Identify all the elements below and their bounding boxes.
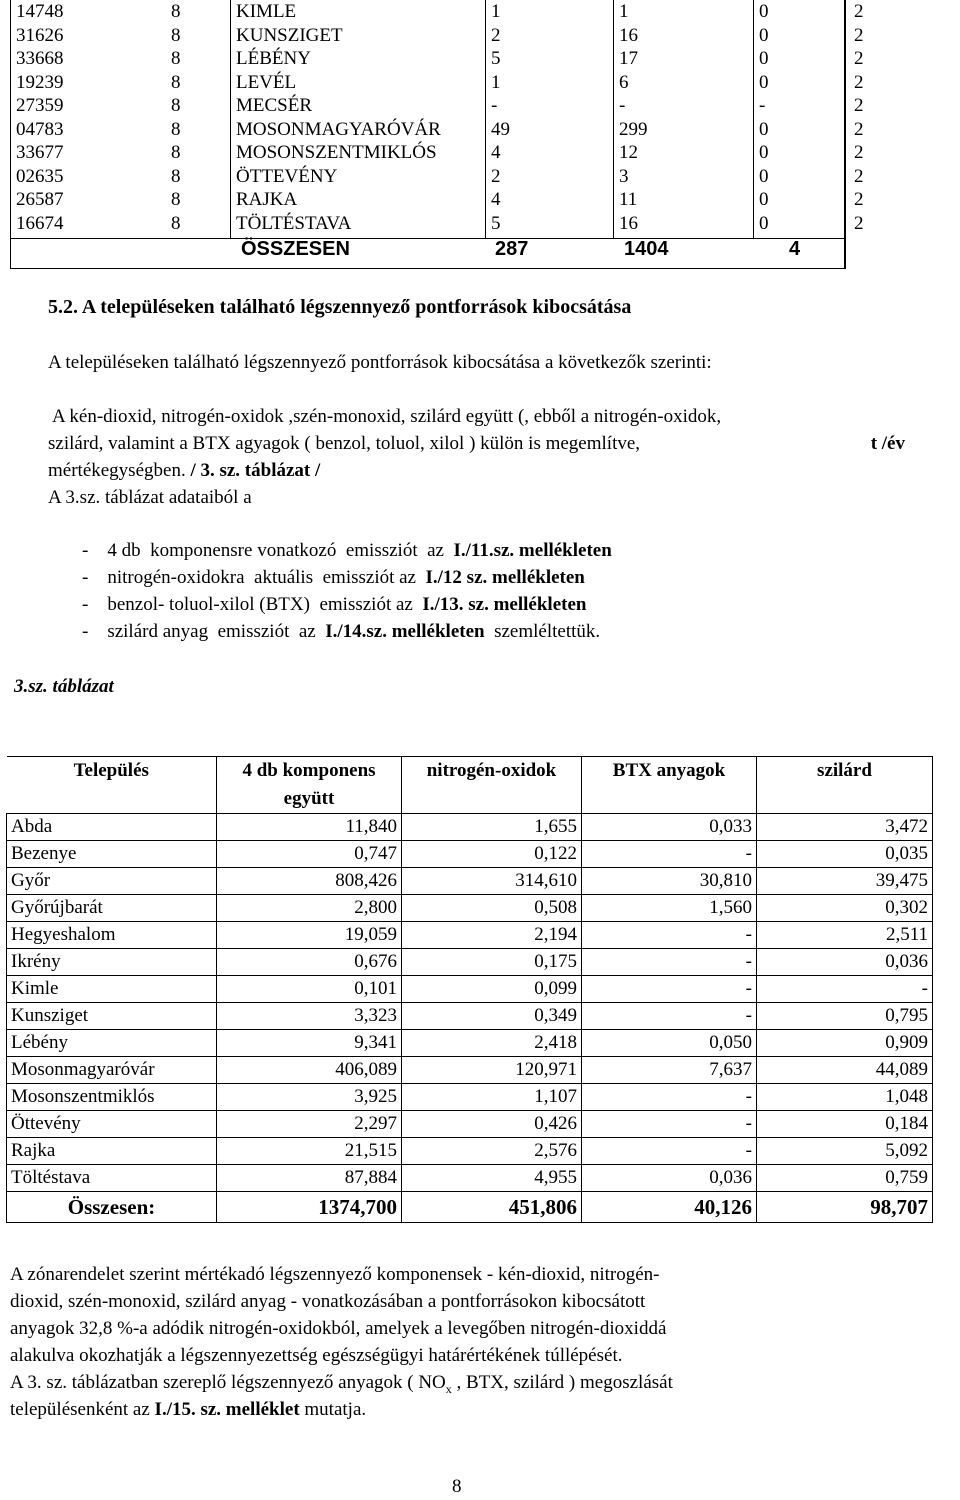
cell-value-d: 2 (854, 165, 864, 187)
cell-value-b: 6 (619, 71, 629, 93)
value-cell: 0,035 (757, 841, 933, 868)
unit-bold: t /év (870, 433, 905, 454)
settlement-cell: Abda (7, 814, 217, 841)
total-row (7, 1192, 933, 1223)
value-cell: 0,676 (217, 949, 402, 976)
cell-value-d: 2 (854, 71, 864, 93)
table-row (7, 976, 933, 1003)
value-cell: 0,036 (582, 1165, 757, 1192)
cell-value-a: 4 (491, 142, 501, 163)
cell-code: 33668 (16, 48, 64, 69)
paragraph-line-4: A 3.sz. táblázat adataiból a (48, 487, 252, 508)
settlement-cell: Rajka (7, 1138, 217, 1165)
value-cell: 1,107 (402, 1084, 582, 1111)
cell-value-d: 2 (854, 142, 864, 163)
total-label: Összesen: (7, 1192, 217, 1223)
cell-value-d: 2 (854, 24, 864, 46)
value-cell: - (582, 976, 757, 1003)
top-table-row (11, 212, 864, 237)
table-row (7, 1138, 933, 1165)
column-header: nitrogén-oxidok (402, 757, 582, 814)
closing-line-5: A 3. sz. táblázatban szereplő légszennyező anyagok ( $NO_x$ , BTX, szilárd ) megoszlását (10, 1372, 673, 1396)
value-cell: 808,426 (217, 868, 402, 895)
total-value: 40,126 (582, 1192, 757, 1223)
table-row (7, 895, 933, 922)
value-cell: 21,515 (217, 1138, 402, 1165)
value-cell: 1,655 (402, 814, 582, 841)
cell-value-c: - (759, 95, 766, 116)
cell-code: 31626 (16, 24, 64, 46)
table-row (7, 949, 933, 976)
value-cell: 2,194 (402, 922, 582, 949)
cell-settlement: KIMLE (236, 1, 297, 22)
closing-line-4: alakulva okozhatják a légszennyezettség egészségügyi határértékének túllépését. (10, 1345, 623, 1366)
cell-value-c: 0 (759, 1, 769, 22)
value-cell: 120,971 (402, 1057, 582, 1084)
top-table-row (11, 142, 864, 166)
settlement-cell: Bezenye (7, 841, 217, 868)
cell-code: 02635 (16, 165, 64, 187)
value-cell: 30,810 (582, 868, 757, 895)
closing-line-2: dioxid, szén-monoxid, szilárd anyag - vonatkozásában a pontforrásokon kibocsátott (10, 1291, 646, 1312)
value-cell: 2,800 (217, 895, 402, 922)
table-row (7, 1111, 933, 1138)
settlement-cell: Győr (7, 868, 217, 895)
cell-value-b: - (619, 95, 626, 116)
cell-value-d: 2 (854, 189, 864, 210)
cell-value-a: 2 (491, 24, 501, 46)
cell-value-b: 16 (619, 24, 638, 46)
cell-value-b: 12 (619, 142, 638, 163)
attachment-list-item: - 4 db komponensre vonatkozó emissziót az I./11.sz. mellékleten (82, 540, 612, 561)
value-cell: 0,426 (402, 1111, 582, 1138)
value-cell: 0,175 (402, 949, 582, 976)
value-cell: 0,349 (402, 1003, 582, 1030)
settlement-summary-table (10, 0, 864, 269)
value-cell: 4,955 (402, 1165, 582, 1192)
top-total-a: 287 (495, 238, 529, 260)
value-cell: 0,759 (757, 1165, 933, 1192)
cell-value-b: 16 (619, 212, 638, 234)
value-cell: 19,059 (217, 922, 402, 949)
top-table-row (11, 48, 864, 72)
value-cell: 7,637 (582, 1057, 757, 1084)
cell-district: 8 (171, 1, 181, 22)
value-cell: 3,925 (217, 1084, 402, 1111)
value-cell: 0,036 (757, 949, 933, 976)
value-cell: 1,048 (757, 1084, 933, 1111)
cell-value-b: 1 (619, 1, 629, 22)
top-table-row (11, 24, 864, 49)
value-cell: 0,302 (757, 895, 933, 922)
value-cell: - (582, 841, 757, 868)
total-value: 451,806 (402, 1192, 582, 1223)
cell-code: 26587 (16, 189, 64, 210)
settlement-cell: Lébény (7, 1030, 217, 1057)
cell-value-c: 0 (759, 212, 769, 234)
value-cell: 0,099 (402, 976, 582, 1003)
cell-value-c: 0 (759, 24, 769, 46)
cell-district: 8 (171, 142, 181, 163)
cell-settlement: KUNSZIGET (236, 24, 343, 46)
paragraph-line-1: A kén-dioxid, nitrogén-oxidok ,szén-monoxid, szilárd együtt (, ebből a nitrogén-oxidok, (52, 406, 722, 427)
value-cell: 314,610 (402, 868, 582, 895)
cell-settlement: RAJKA (236, 189, 298, 210)
top-table-row (11, 165, 864, 190)
settlement-cell: Kimle (7, 976, 217, 1003)
value-cell: 3,472 (757, 814, 933, 841)
attachment-list-item: - benzol- toluol-xilol (BTX) emissziót az I./13. sz. mellékleten (82, 594, 587, 615)
settlement-cell: Öttevény (7, 1111, 217, 1138)
cell-district: 8 (171, 95, 181, 116)
closing-line-6: településenként az I./15. sz. melléklet mutatja. (10, 1399, 367, 1420)
settlement-cell: Hegyeshalom (7, 922, 217, 949)
value-cell: 0,508 (402, 895, 582, 922)
closing-line-3: anyagok 32,8 %-a adódik nitrogén-oxidokból, amelyek a levegőben nitrogén-dioxiddá (10, 1318, 667, 1339)
cell-value-c: 0 (759, 165, 769, 187)
value-cell: 3,323 (217, 1003, 402, 1030)
cell-code: 14748 (16, 1, 64, 22)
settlement-cell: Győrújbarát (7, 895, 217, 922)
value-cell: 0,101 (217, 976, 402, 1003)
value-cell: 5,092 (757, 1138, 933, 1165)
table-row (7, 1003, 933, 1030)
value-cell: 2,511 (757, 922, 933, 949)
cell-district: 8 (171, 71, 181, 93)
value-cell: - (582, 1084, 757, 1111)
cell-value-c: 0 (759, 118, 769, 140)
total-value: 1374,700 (217, 1192, 402, 1223)
cell-value-c: 0 (759, 142, 769, 163)
column-header: BTX anyagok (582, 757, 757, 814)
table-row (7, 841, 933, 868)
value-cell: 0,050 (582, 1030, 757, 1057)
table-row (7, 868, 933, 895)
settlement-cell: Töltéstava (7, 1165, 217, 1192)
cell-value-d: 2 (854, 48, 864, 69)
value-cell: 0,184 (757, 1111, 933, 1138)
settlement-cell: Ikrény (7, 949, 217, 976)
value-cell: 11,840 (217, 814, 402, 841)
cell-value-b: 3 (619, 165, 629, 187)
table-row (7, 814, 933, 841)
value-cell: 39,475 (757, 868, 933, 895)
cell-value-d: 2 (854, 95, 864, 116)
cell-settlement: LEVÉL (236, 71, 297, 93)
cell-value-c: 0 (759, 71, 769, 93)
value-cell: 2,418 (402, 1030, 582, 1057)
cell-value-c: 0 (759, 48, 769, 69)
cell-code: 19239 (16, 71, 64, 93)
cell-district: 8 (171, 118, 181, 140)
table-row (7, 1084, 933, 1111)
value-cell: 2,297 (217, 1111, 402, 1138)
cell-value-a: 5 (491, 212, 501, 234)
settlement-cell: Mosonmagyaróvár (7, 1057, 217, 1084)
top-table-row (11, 95, 864, 119)
cell-value-b: 17 (619, 48, 638, 69)
table-row (7, 1057, 933, 1084)
top-total-b: 1404 (624, 238, 669, 260)
cell-value-a: 5 (491, 48, 501, 69)
cell-district: 8 (171, 48, 181, 69)
value-cell: 44,089 (757, 1057, 933, 1084)
column-header: 4 db komponens együtt (217, 757, 402, 814)
paragraph-line-3: mértékegységben. / 3. sz. táblázat / (48, 460, 321, 481)
cell-value-a: 4 (491, 189, 501, 210)
column-header: szilárd (757, 757, 933, 814)
cell-value-a: - (491, 95, 498, 116)
cell-value-a: 2 (491, 165, 501, 187)
value-cell: 2,576 (402, 1138, 582, 1165)
cell-settlement: MECSÉR (236, 95, 313, 116)
cell-settlement: MOSONSZENTMIKLÓS (236, 142, 437, 163)
attachment-list-item: - szilárd anyag emissziót az I./14.sz. mellékleten szemléltettük. (82, 621, 601, 642)
top-total-label: ÖSSZESEN (241, 238, 350, 260)
value-cell: 0,033 (582, 814, 757, 841)
cell-value-c: 0 (759, 189, 769, 210)
settlement-cell: Mosonszentmiklós (7, 1084, 217, 1111)
cell-district: 8 (171, 24, 181, 46)
cell-settlement: ÖTTEVÉNY (236, 165, 338, 187)
cell-code: 04783 (16, 118, 64, 140)
value-cell: 0,747 (217, 841, 402, 868)
value-cell: 87,884 (217, 1165, 402, 1192)
cell-value-d: 2 (854, 212, 864, 234)
value-cell: 0,909 (757, 1030, 933, 1057)
cell-value-d: 2 (854, 1, 864, 22)
closing-line-1: A zónarendelet szerint mértékadó légszennyező komponensek - kén-dioxid, nitrogén- (10, 1264, 660, 1285)
cell-value-a: 1 (491, 71, 501, 93)
cell-district: 8 (171, 212, 181, 234)
top-table-row (11, 1, 864, 25)
table-row (7, 1165, 933, 1192)
paragraph-line-2: szilárd, valamint a BTX agyagok ( benzol, toluol, xilol ) külön is megemlítve, t /év (48, 433, 905, 454)
value-cell: 0,795 (757, 1003, 933, 1030)
top-table-row (11, 71, 864, 96)
attachment-list-item: - nitrogén-oxidokra aktuális emissziót az I./12 sz. mellékleten (82, 567, 585, 588)
cell-value-a: 1 (491, 1, 501, 22)
value-cell: - (582, 949, 757, 976)
cell-settlement: LÉBÉNY (236, 48, 311, 69)
cell-value-a: 49 (491, 118, 510, 140)
settlement-cell: Kunsziget (7, 1003, 217, 1030)
top-table-row (11, 118, 864, 143)
cell-value-b: 299 (619, 118, 648, 140)
cell-value-b: 11 (619, 189, 638, 210)
cell-district: 8 (171, 165, 181, 187)
value-cell: 9,341 (217, 1030, 402, 1057)
table-row (7, 1030, 933, 1057)
column-header: Település (7, 757, 217, 814)
value-cell: - (582, 1111, 757, 1138)
top-total-c: 4 (789, 238, 801, 260)
value-cell: 406,089 (217, 1057, 402, 1084)
top-table-row (11, 189, 864, 213)
cell-settlement: MOSONMAGYARÓVÁR (236, 118, 441, 140)
cell-district: 8 (171, 189, 181, 210)
value-cell: - (582, 1138, 757, 1165)
value-cell: 0,122 (402, 841, 582, 868)
cell-code: 33677 (16, 142, 64, 163)
value-cell: - (582, 922, 757, 949)
cell-code: 27359 (16, 95, 64, 116)
table-row (7, 922, 933, 949)
page-number: 8 (452, 1476, 462, 1497)
value-cell: 1,560 (582, 895, 757, 922)
cell-code: 16674 (16, 212, 64, 234)
cell-settlement: TÖLTÉSTAVA (236, 212, 352, 234)
table-caption: 3.sz. táblázat (14, 676, 114, 697)
total-value: 98,707 (757, 1192, 933, 1223)
emission-table (6, 756, 933, 1223)
cell-value-d: 2 (854, 118, 864, 140)
value-cell: - (757, 976, 933, 1003)
section-heading: 5.2. A településeken található légszennyező pontforrások kibocsátása (48, 296, 632, 318)
value-cell: - (582, 1003, 757, 1030)
intro-text: A településeken található légszennyező pontforrások kibocsátása a következők szerinti: (48, 352, 712, 373)
